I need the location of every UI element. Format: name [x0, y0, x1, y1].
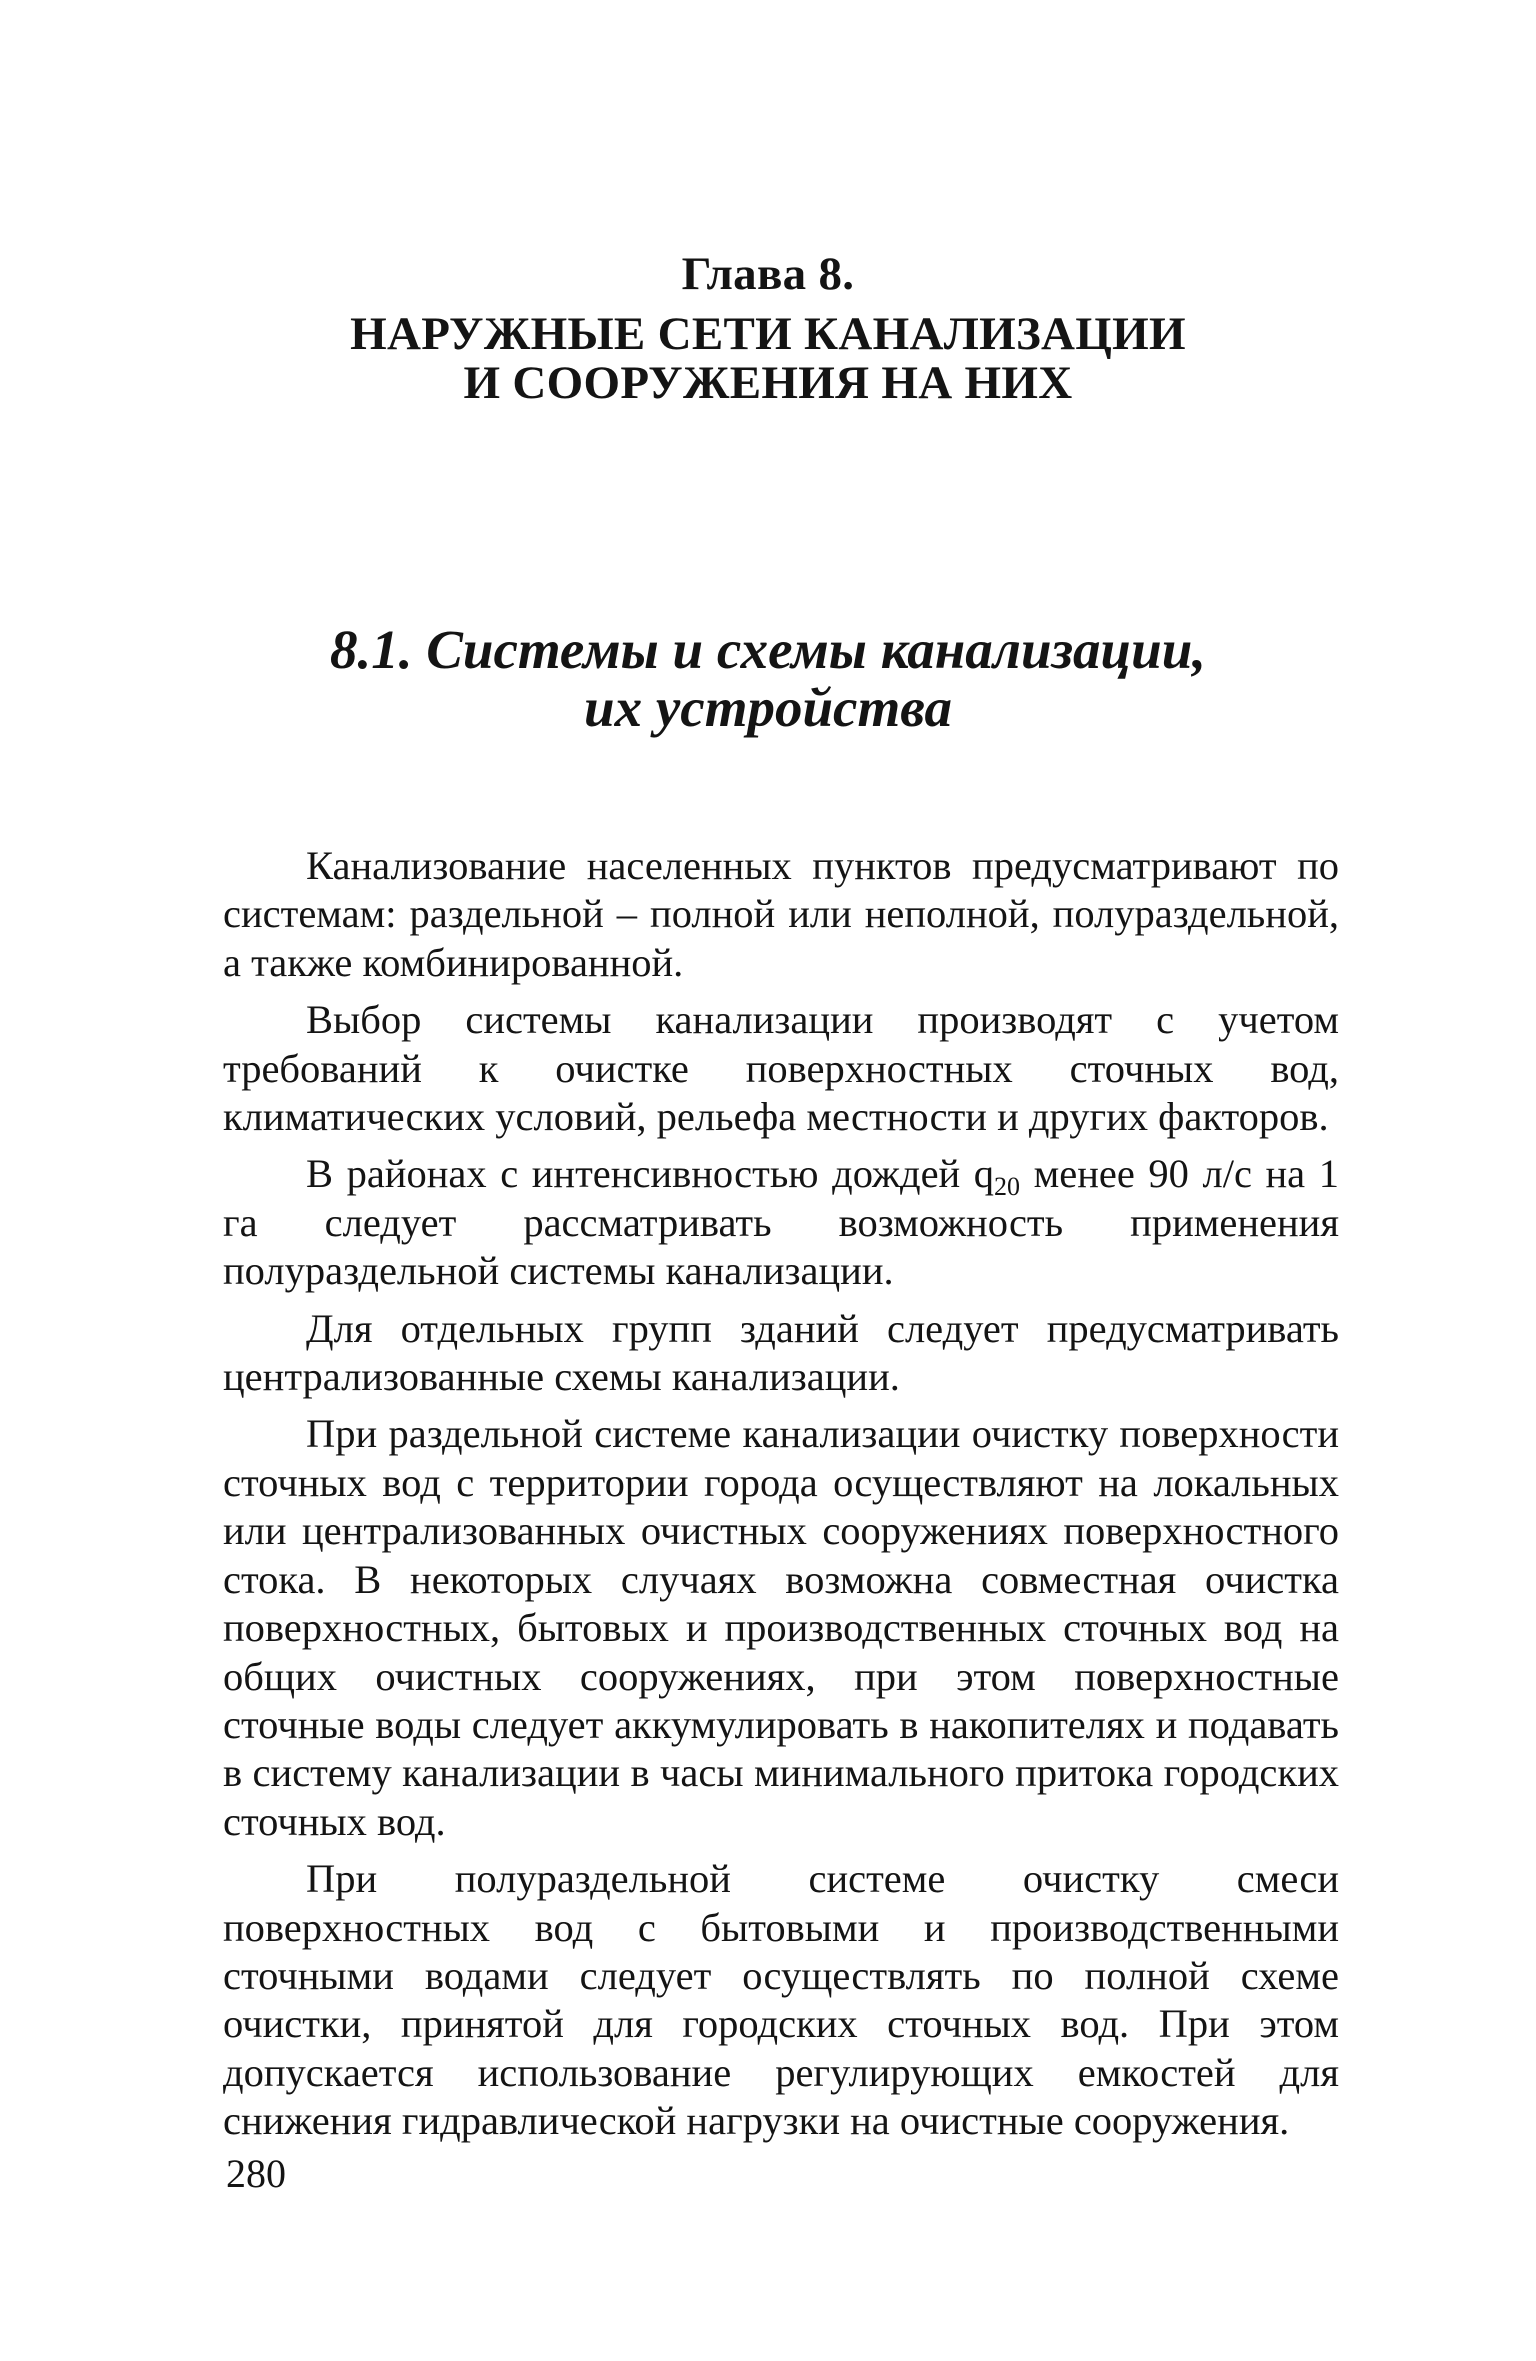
chapter-title-line-1: НАРУЖНЫЕ СЕТИ КАНАЛИЗАЦИИ — [350, 308, 1186, 360]
paragraph — [223, 1150, 1339, 1295]
page-number: 280 — [226, 2151, 286, 2196]
subscript: 20 — [994, 1172, 1021, 1202]
body-text — [223, 842, 1339, 2146]
paragraph: Выбор системы канализации производят с учетом требований к очистке поверхностных сточных вод, климатических условий, рельефа местности и других факторов. — [223, 997, 1339, 1140]
chapter-label: Глава 8. — [681, 248, 855, 300]
paragraph: Канализование населенных пунктов предусматривают по системам: раздельной – полной или неполной, полураздельной, а также комбинированной. — [223, 843, 1339, 985]
section-heading-line-2: их устройства — [584, 677, 952, 738]
paragraph: При полураздельной системе очистку смеси поверхностных вод с бытовыми и производственными сточными водами следует осуществлять по полной схеме очистки, принятой для городских сточных вод. При этом допускается использование регулирующих емкостей для снижения гидравлической нагрузки на очистные сооружения. — [223, 1856, 1339, 2144]
section-heading-line-1: 8.1. Системы и схемы канализации, — [329, 619, 1207, 680]
paragraph-text: менее 90 л/с на 1 га следует рассматривать возможность применения полураздельной системы канализации. — [223, 1151, 1339, 1294]
paragraph: Для отдельных групп зданий следует предусматривать централизованные схемы канализации. — [223, 1305, 1339, 1400]
paragraph: При раздельной системе канализации очистку поверхности сточных вод с территории города осуществляют на локальных или централизованных очистных сооружениях поверхностного стока. В некоторых случаях возможна совместная очистка поверхностных, бытовых и производственных сточных вод на общих очистных сооружениях, при этом поверхностные сточные воды следует аккумулировать в накопителях и подавать в систему канализации в часы минимального притока городских сточных вод. — [223, 1411, 1339, 1844]
chapter-title-line-2: И СООРУЖЕНИЯ НА НИХ — [463, 357, 1073, 409]
paragraph-text: В районах с интенсивностью дождей q — [306, 1151, 995, 1197]
